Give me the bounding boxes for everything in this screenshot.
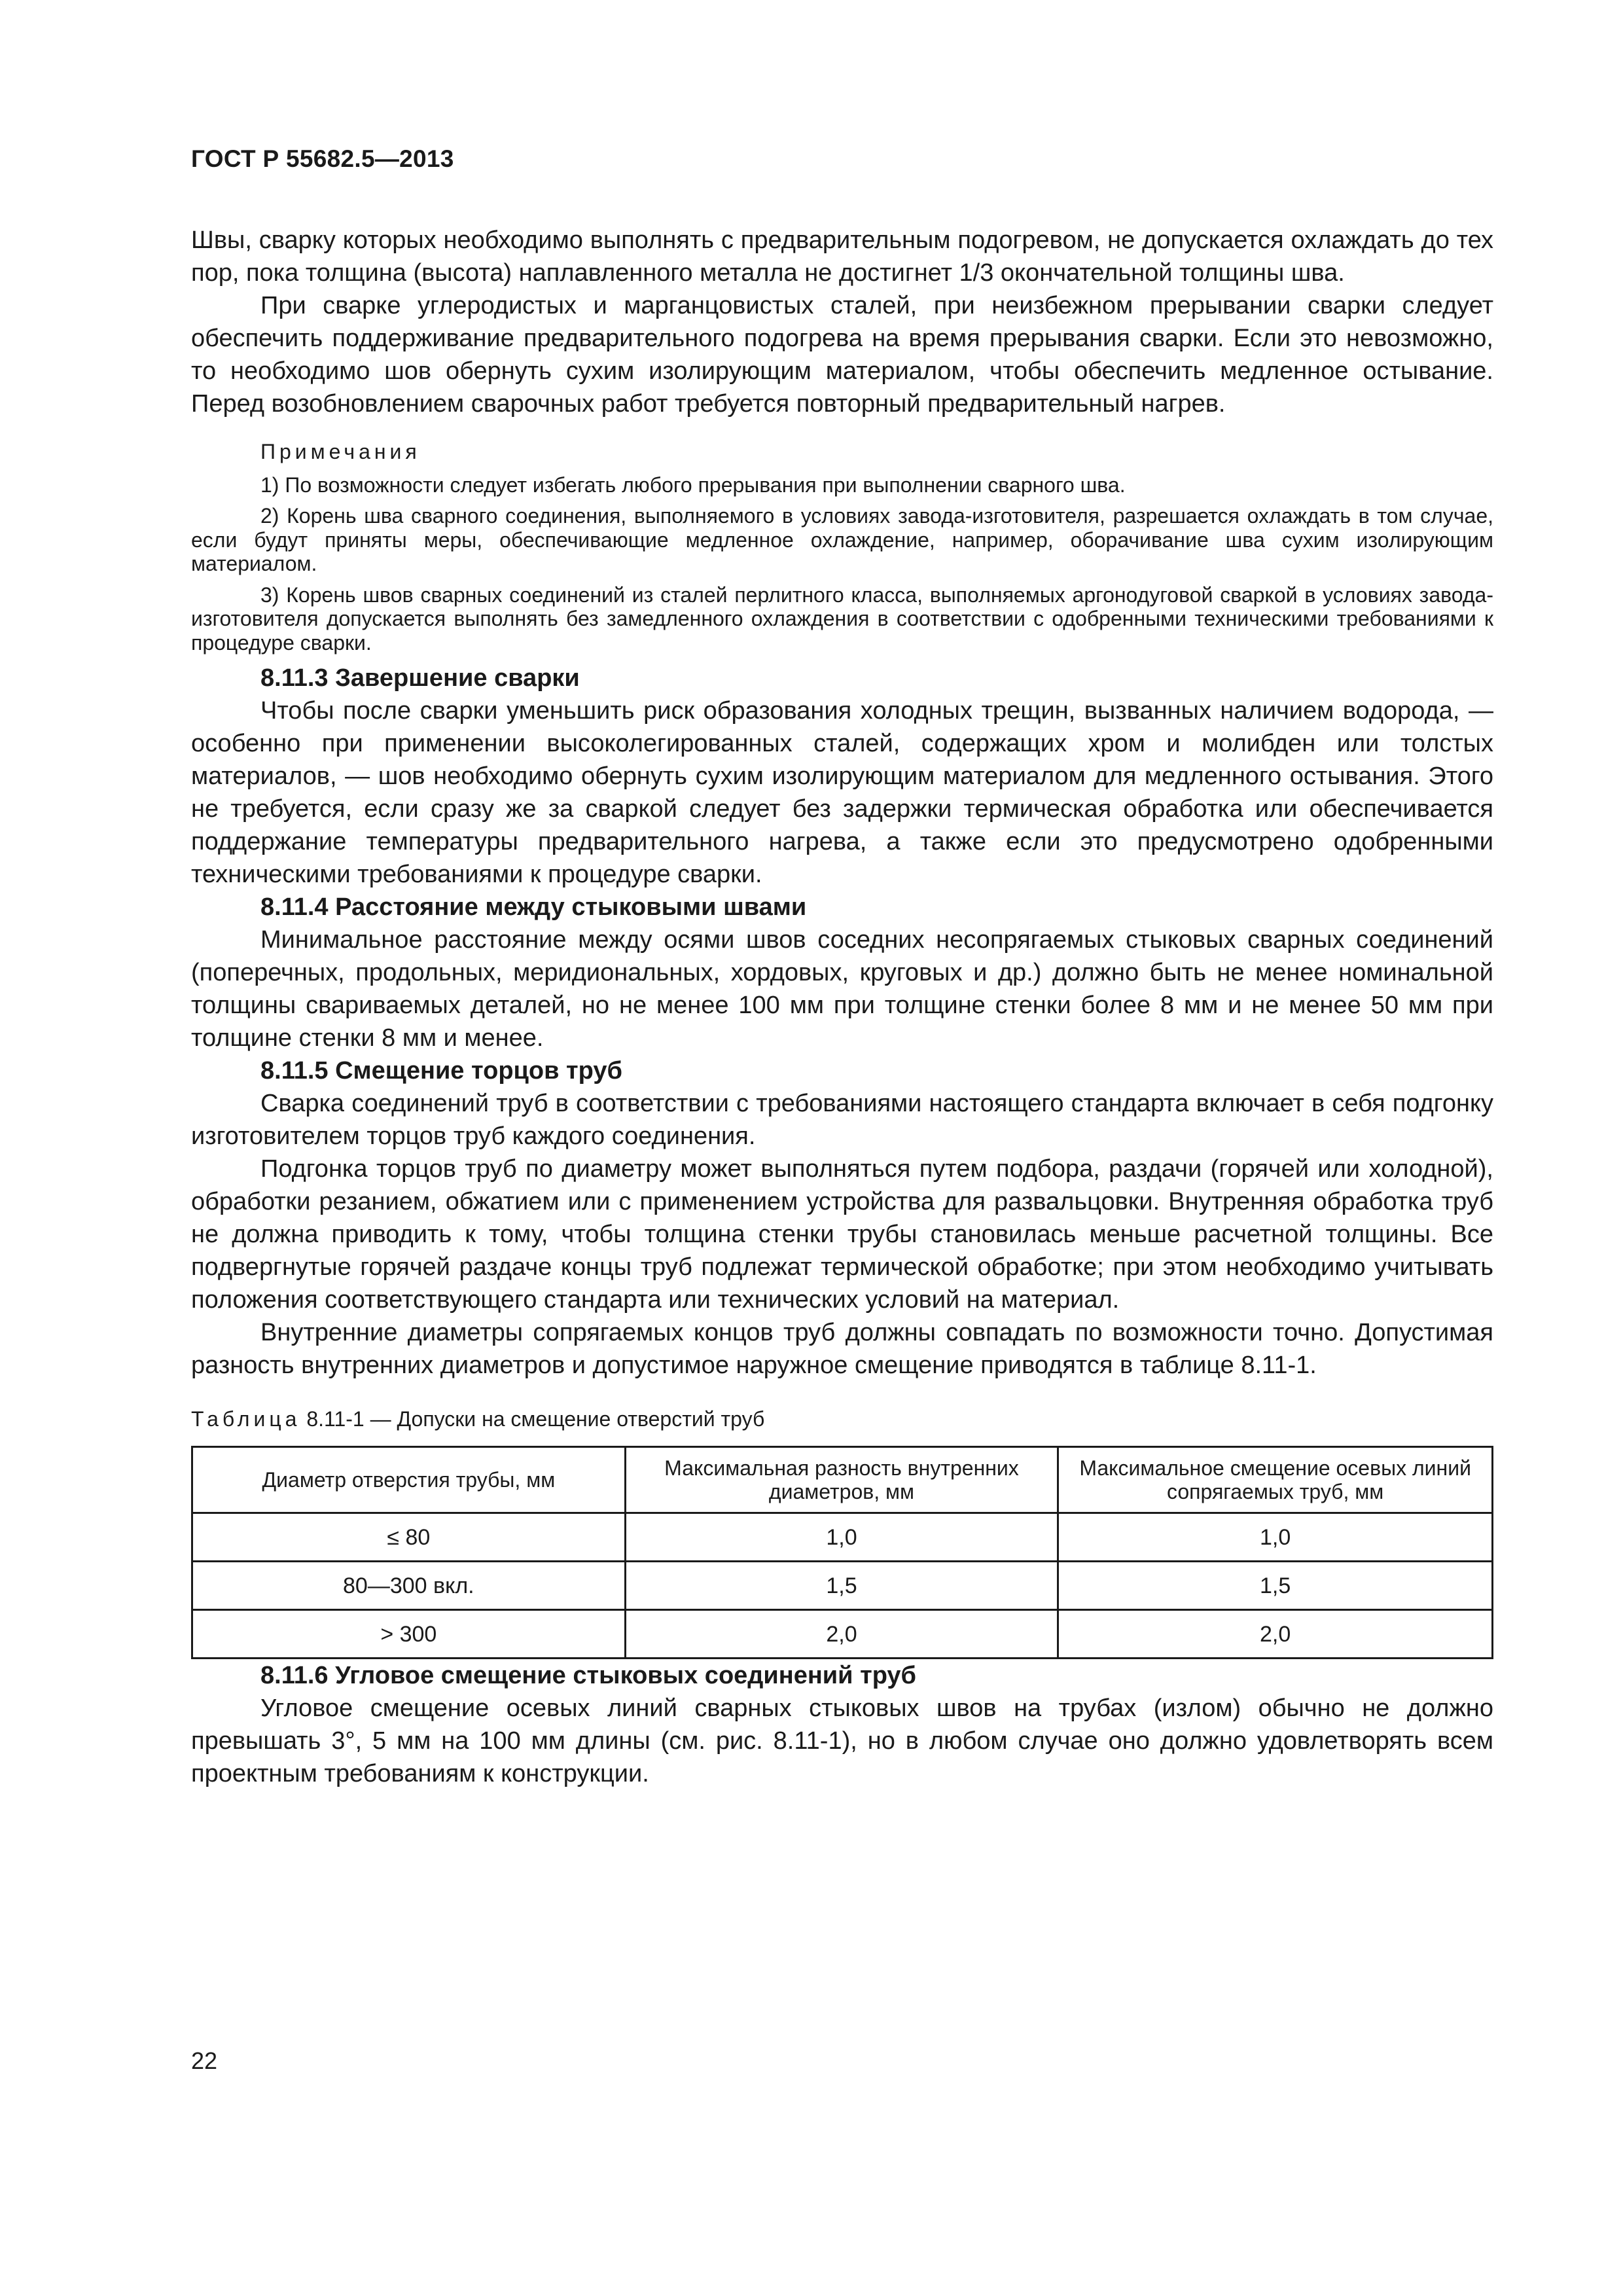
table-caption-label: Таблица	[191, 1407, 301, 1431]
table-cell: 1,0	[625, 1513, 1058, 1562]
table-row	[192, 1562, 1493, 1610]
table-caption-text: 8.11-1 — Допуски на смещение отверстий труб	[300, 1407, 765, 1431]
standard-code-header: ГОСТ Р 55682.5—2013	[191, 145, 454, 172]
notes-block	[191, 440, 1493, 655]
table-cell: 2,0	[1058, 1610, 1493, 1659]
paragraph: Швы, сварку которых необходимо выполнять с предварительным подогревом, не допускается охлаждать до тех пор, пока толщина (высота) наплавленного металла не достигнет 1/3 окончательной толщины шва.	[191, 226, 1493, 287]
paragraph: Угловое смещение осевых линий сварных стыковых швов на трубах (излом) обычно не должно превышать 3°, 5 мм на 100 мм длины (см. рис. 8.11-1), но в любом случае оно должно удовлетворять всем проектным требованиям к конструкции.	[191, 1695, 1493, 1787]
document-body	[191, 224, 1493, 1790]
table-cell: 2,0	[625, 1610, 1058, 1659]
table-cell: 1,0	[1058, 1513, 1493, 1562]
column-header: Максимальное смещение осевых линий сопрягаемых труб, мм	[1058, 1447, 1493, 1513]
table-cell: > 300	[192, 1610, 626, 1659]
table-cell: 80—300 вкл.	[192, 1562, 626, 1610]
notes-title: Примечания	[260, 440, 421, 463]
table-cell: 1,5	[625, 1562, 1058, 1610]
table-cell: ≤ 80	[192, 1513, 626, 1562]
section-heading-8-11-4: 8.11.4 Расстояние между стыковыми швами	[260, 893, 807, 921]
table-cell: 1,5	[1058, 1562, 1493, 1610]
paragraph: Минимальное расстояние между осями швов соседних несопрягаемых стыковых сварных соединений (поперечных, продольных, меридиональных, хордовых, круговых и др.) должно быть не менее номинальной толщины свариваемых деталей, но не менее 100 мм при толщине стенки более 8 мм и не менее 50 мм при толщине стенки 8 мм и менее.	[191, 926, 1493, 1052]
column-header: Максимальная разность внутренних диаметров, мм	[625, 1447, 1058, 1513]
section-heading-8-11-3: 8.11.3 Завершение сварки	[260, 664, 580, 692]
section-heading-8-11-6: 8.11.6 Угловое смещение стыковых соединений труб	[260, 1662, 917, 1689]
table-row	[192, 1513, 1493, 1562]
column-header: Диаметр отверстия трубы, мм	[192, 1447, 626, 1513]
page-number: 22	[191, 2047, 218, 2074]
note-item: 1) По возможности следует избегать любого прерывания при выполнении сварного шва.	[260, 473, 1126, 497]
table-caption	[191, 1407, 1493, 1431]
paragraph: Внутренние диаметры сопрягаемых концов труб должны совпадать по возможности точно. Допустимая разность внутренних диаметров и допустимое наружное смещение приводятся в таблице 8.11-1.	[191, 1319, 1493, 1379]
paragraph: При сварке углеродистых и марганцовистых сталей, при неизбежном прерывании сварки следует обеспечить поддерживание предварительного подогрева на время прерывания сварки. Если это невозможно, то необходимо шов обернуть сухим изолирующим материалом, чтобы обеспечить медленное остывание. Перед возобновлением сварочных работ требуется повторный предварительный нагрев.	[191, 292, 1493, 418]
section-heading-8-11-5: 8.11.5 Смещение торцов труб	[260, 1057, 622, 1085]
paragraph: Подгонка торцов труб по диаметру может выполняться путем подбора, раздачи (горячей или холодной), обработки резанием, обжатием или с применением устройства для развальцовки. Внутренняя обработка труб не должна приводить к тому, чтобы толщина стенки трубы становилась меньше расчетной толщины. Все подвергнутые горячей раздаче концы труб подлежат термической обработке; при этом необходимо учитывать положения соответствующего стандарта или технических условий на материал.	[191, 1155, 1493, 1314]
note-item: 3) Корень швов сварных соединений из сталей перлитного класса, выполняемых аргонодуговой сваркой в условиях завода-изготовителя допускается выполнять без замедленного охлаждения в соответствии с одобренными техническими требованиями к процедуре сварки.	[191, 583, 1493, 655]
paragraph: Сварка соединений труб в соответствии с требованиями настоящего стандарта включает в себя подгонку изготовителем торцов труб каждого соединения.	[191, 1090, 1493, 1150]
tolerance-table	[191, 1446, 1493, 1659]
table-header-row	[192, 1447, 1493, 1513]
paragraph: Чтобы после сварки уменьшить риск образования холодных трещин, вызванных наличием водорода, — особенно при применении высоколегированных сталей, содержащих хром и молибден или толстых материалов, — шов необходимо обернуть сухим изолирующим материалом для медленного остывания. Этого не требуется, если сразу же за сваркой следует без задержки термическая обработка или обеспечивается поддержание температуры предварительного нагрева, а также если это предусмотрено одобренными техническими требованиями к процедуре сварки.	[191, 697, 1493, 888]
table-row	[192, 1610, 1493, 1659]
note-item: 2) Корень шва сварного соединения, выполняемого в условиях завода-изготовителя, разрешается охлаждать в том случае, если будут приняты меры, обеспечивающие медленное охлаждение, например, оборачивание шва сухим изолирующим материалом.	[191, 504, 1493, 575]
